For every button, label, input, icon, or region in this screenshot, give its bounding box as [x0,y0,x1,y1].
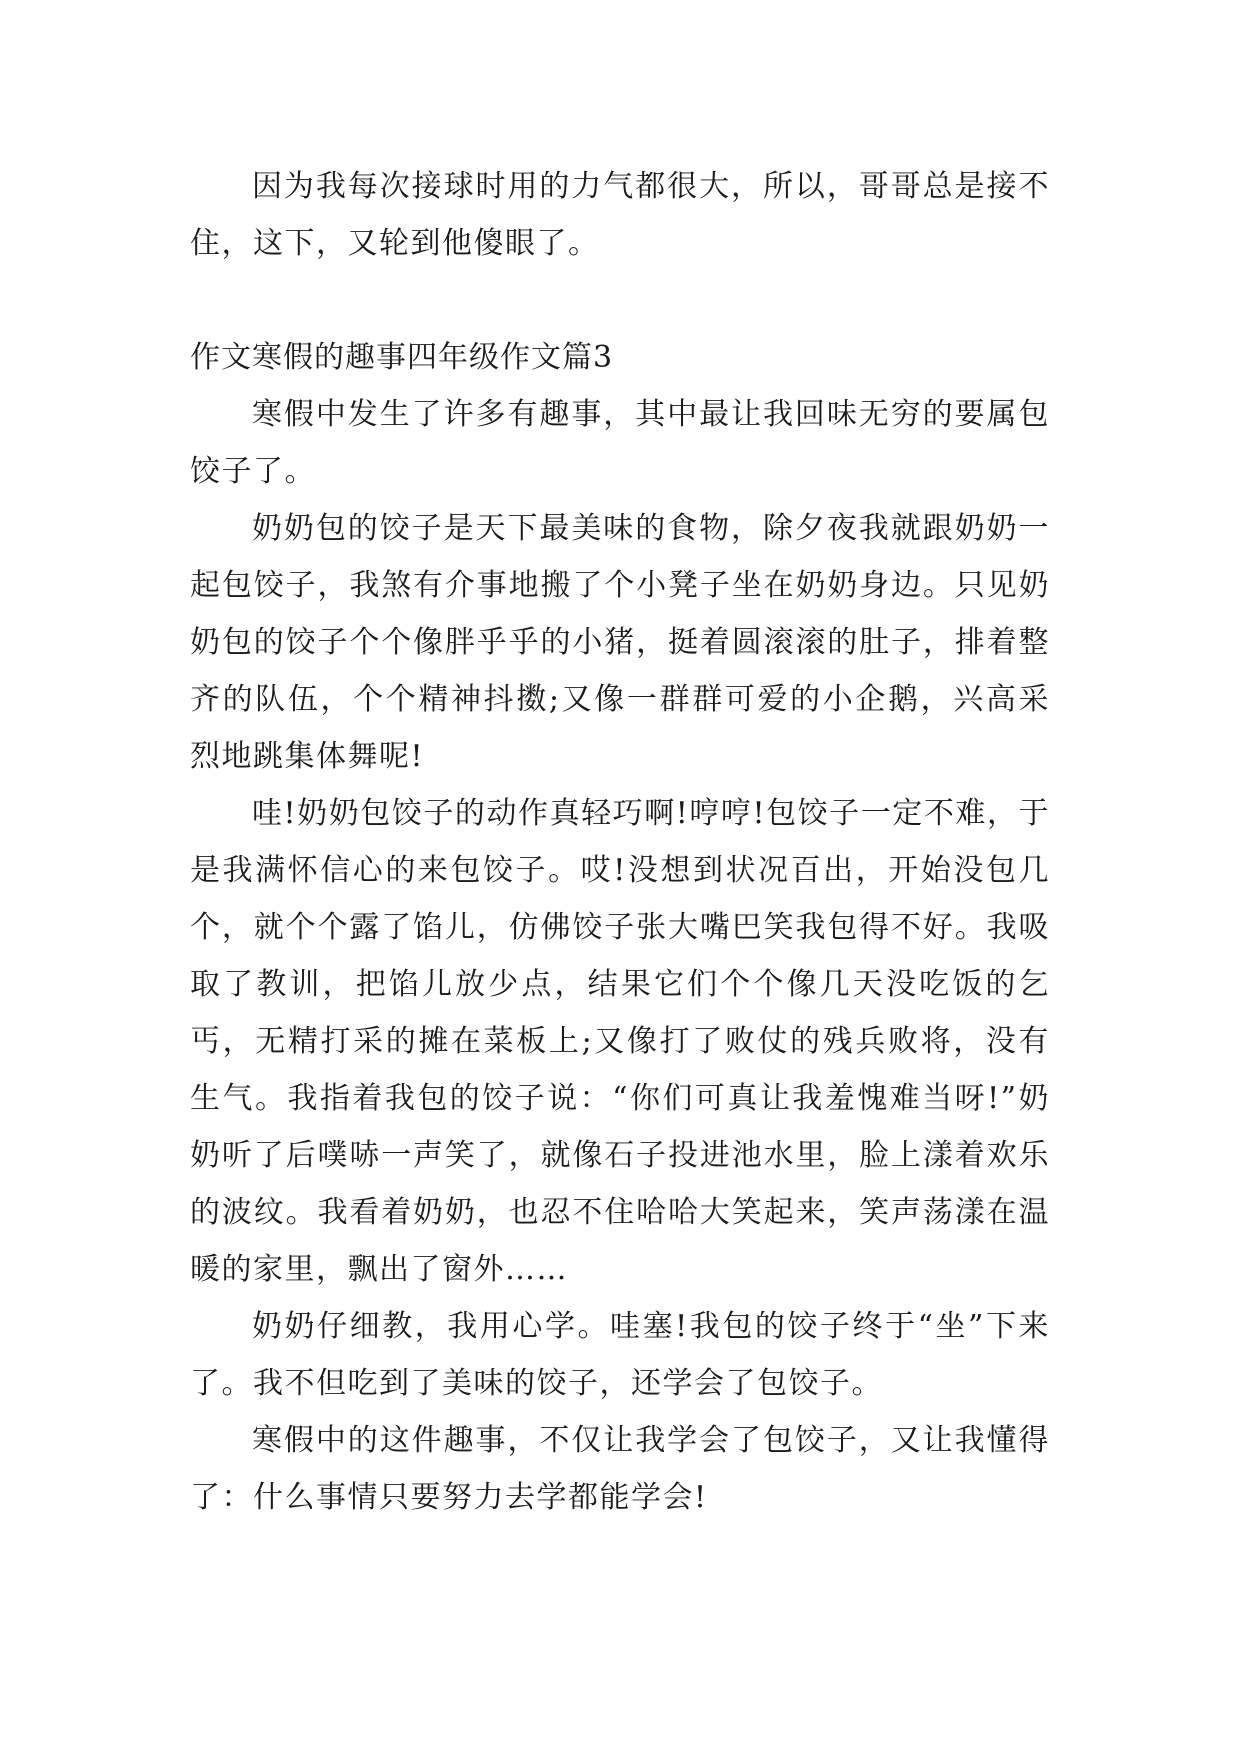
section-title: 作文寒假的趣事四年级作文篇3 [190,340,614,375]
intro-paragraph: 因为我每次接球时用的力气都很大，所以，哥哥总是接不住，这下，又轮到他傻眼了。 [190,169,1050,261]
body-paragraph-4: 奶奶仔细教，我用心学。哇塞!我包的饺子终于“坐”下来了。我不但吃到了美味的饺子，还学会了包饺子。 [190,1309,1050,1401]
body-paragraph-1: 寒假中发生了许多有趣事，其中最让我回味无穷的要属包饺子了。 [190,397,1050,489]
body-paragraph-2: 奶奶包的饺子是天下最美味的食物，除夕夜我就跟奶奶一起包饺子，我煞有介事地搬了个小凳子坐在奶奶身边。只见奶奶包的饺子个个像胖乎乎的小猪，挺着圆滚滚的肚子，排着整齐的队伍，个个精神抖擞;又像一群群可爱的小企鹅，兴高采烈地跳集体舞呢! [190,511,1050,774]
body-paragraph-5: 寒假中的这件趣事，不仅让我学会了包饺子，又让我懂得了：什么事情只要努力去学都能学会! [190,1423,1050,1515]
document-page [190,158,1050,1526]
body-paragraph-3: 哇!奶奶包饺子的动作真轻巧啊!哼哼!包饺子一定不难，于是我满怀信心的来包饺子。哎!没想到状况百出，开始没包几个，就个个露了馅儿，仿佛饺子张大嘴巴笑我包得不好。我吸取了教训，把馅儿放少点，结果它们个个像几天没吃饭的乞丐，无精打采的摊在菜板上;又像打了败仗的残兵败将，没有生气。我指着我包的饺子说：“你们可真让我羞愧难当呀!”奶奶听了后噗哧一声笑了，就像石子投进池水里，脸上漾着欢乐的波纹。我看着奶奶，也忍不住哈哈大笑起来，笑声荡漾在温暖的家里，飘出了窗外…… [190,796,1050,1287]
paragraph-gap [190,272,1050,329]
